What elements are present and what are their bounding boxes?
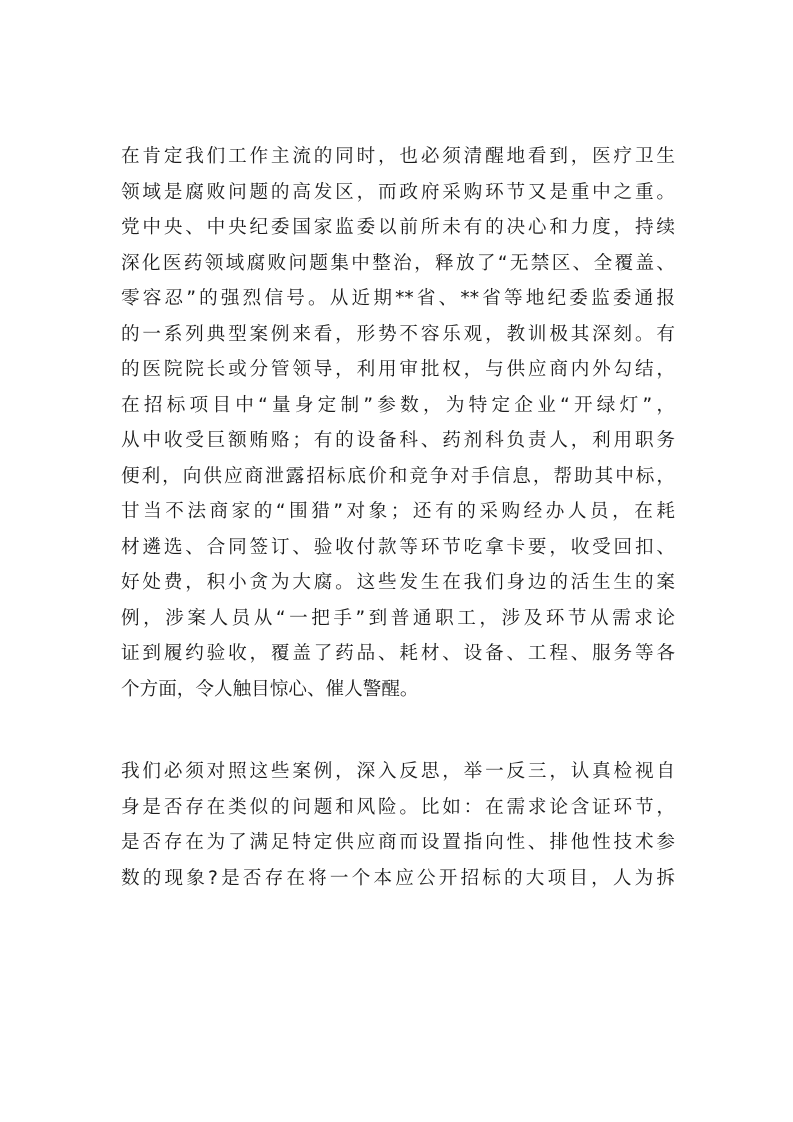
text-line: 便利，向供应商泄露招标底价和竞争对手信息，帮助其中标， <box>121 465 675 487</box>
text-line: 好处费，积小贪为大腐。这些发生在我们身边的活生生的案 <box>121 572 675 593</box>
text-line: 个方面，令人触目惊心、催人警醒。 <box>121 678 419 700</box>
text-line: 是否存在为了满足特定供应商而设置指向性、排他性技术参 <box>121 832 675 853</box>
text-line: 材遴选、合同签订、验收付款等环节吃拿卡要，收受回扣、 <box>121 536 675 558</box>
paragraph-spacer <box>121 707 675 754</box>
text-line: 例，涉案人员从“一把手”到普通职工，涉及环节从需求论 <box>121 607 675 629</box>
text-line: 我们必须对照这些案例，深入反思，举一反三，认真检视自 <box>121 761 675 782</box>
paragraph-2 <box>121 754 675 896</box>
text-line: 的医院院长或分管领导，利用审批权，与供应商内外勾结， <box>121 359 675 380</box>
text-line: 在招标项目中“量身定制”参数，为特定企业“开绿灯”， <box>121 394 675 416</box>
text-line: 从中收受巨额贿赂；有的设备科、药剂科负责人，利用职务 <box>121 430 675 451</box>
text-line: 在肯定我们工作主流的同时，也必须清醒地看到，医疗卫生 <box>121 146 675 167</box>
text-line: 零容忍”的强烈信号。从近期**省、**省等地纪委监委通报 <box>121 288 675 309</box>
text-line: 数的现象?是否存在将一个本应公开招标的大项目，人为拆 <box>121 867 675 889</box>
text-line: 领域是腐败问题的高发区，而政府采购环节又是重中之重。 <box>121 181 675 203</box>
text-line: 党中央、中央纪委国家监委以前所未有的决心和力度，持续 <box>121 217 675 238</box>
text-line: 的一系列典型案例来看，形势不容乐观，教训极其深刻。有 <box>121 323 675 345</box>
text-line: 甘当不法商家的“围猎”对象；还有的采购经办人员，在耗 <box>121 501 675 522</box>
document-body <box>121 139 675 896</box>
text-line: 证到履约验收，覆盖了药品、耗材、设备、工程、服务等各 <box>121 643 675 664</box>
text-line: 身是否存在类似的问题和风险。比如：在需求论含证环节， <box>121 796 675 818</box>
text-line: 深化医药领域腐败问题集中整治，释放了“无禁区、全覆盖、 <box>121 252 675 274</box>
paragraph-1 <box>121 139 675 707</box>
